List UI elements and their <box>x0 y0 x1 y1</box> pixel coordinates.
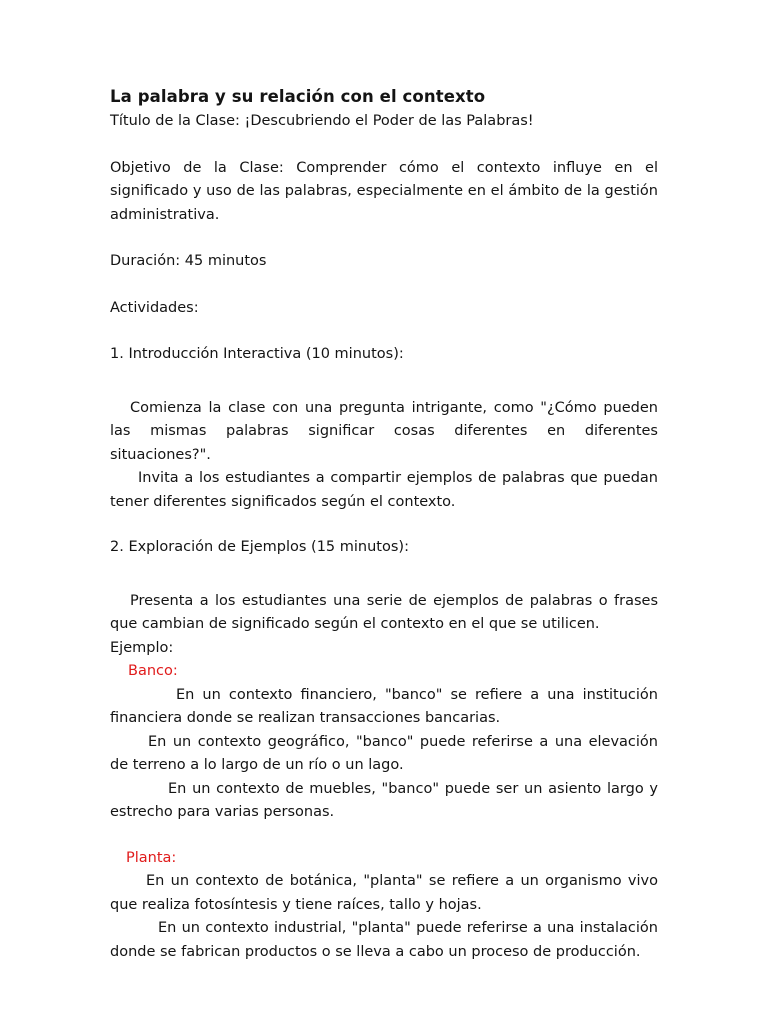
class-title: Título de la Clase: ¡Descubriendo el Poder de las Palabras! <box>110 113 534 129</box>
banco-label: Banco: <box>128 663 178 679</box>
class-duration: Duración: 45 minutos <box>110 253 267 269</box>
document-page <box>110 84 658 964</box>
document-title: La palabra y su relación con el contexto <box>110 87 486 106</box>
example-label: Ejemplo: <box>110 639 174 656</box>
banco-definition-financial: En un contexto financiero, "banco" se refiere a una institución financiera donde se realizan transacciones bancarias. <box>110 686 658 726</box>
section-1-paragraph-2: Invita a los estudiantes a compartir ejemplos de palabras que puedan tener diferentes significados según el contexto. <box>110 470 658 510</box>
planta-definition-industrial: En un contexto industrial, "planta" puede referirse a una instalación donde se fabrican productos o se lleva a cabo un proceso de producción. <box>110 920 658 960</box>
banco-definition-furniture: En un contexto de muebles, "banco" puede ser un asiento largo y estrecho para varias personas. <box>110 780 658 820</box>
section-1-paragraph-1: Comienza la clase con una pregunta intrigante, como "¿Cómo pueden las mismas palabras significar cosas diferentes en diferentes situaciones?". <box>110 399 658 463</box>
class-objective: Objetivo de la Clase: Comprender cómo el contexto influye en el significado y uso de las palabras, especialmente en el ámbito de la gestión administrativa. <box>110 159 658 223</box>
banco-definition-geographic: En un contexto geográfico, "banco" puede referirse a una elevación de terreno a lo largo de un río o un lago. <box>110 733 658 773</box>
planta-definition-botanical: En un contexto de botánica, "planta" se refiere a un organismo vivo que realiza fotosíntesis y tiene raíces, tallo y hojas. <box>110 873 658 913</box>
planta-label: Planta: <box>126 849 177 866</box>
section-2-heading: 2. Exploración de Ejemplos (15 minutos): <box>110 539 409 555</box>
activities-label: Actividades: <box>110 299 199 316</box>
section-2-intro: Presenta a los estudiantes una serie de ejemplos de palabras o frases que cambian de significado según el contexto en el que se utilicen. <box>110 592 658 632</box>
section-1-heading: 1. Introducción Interactiva (10 minutos): <box>110 346 404 362</box>
